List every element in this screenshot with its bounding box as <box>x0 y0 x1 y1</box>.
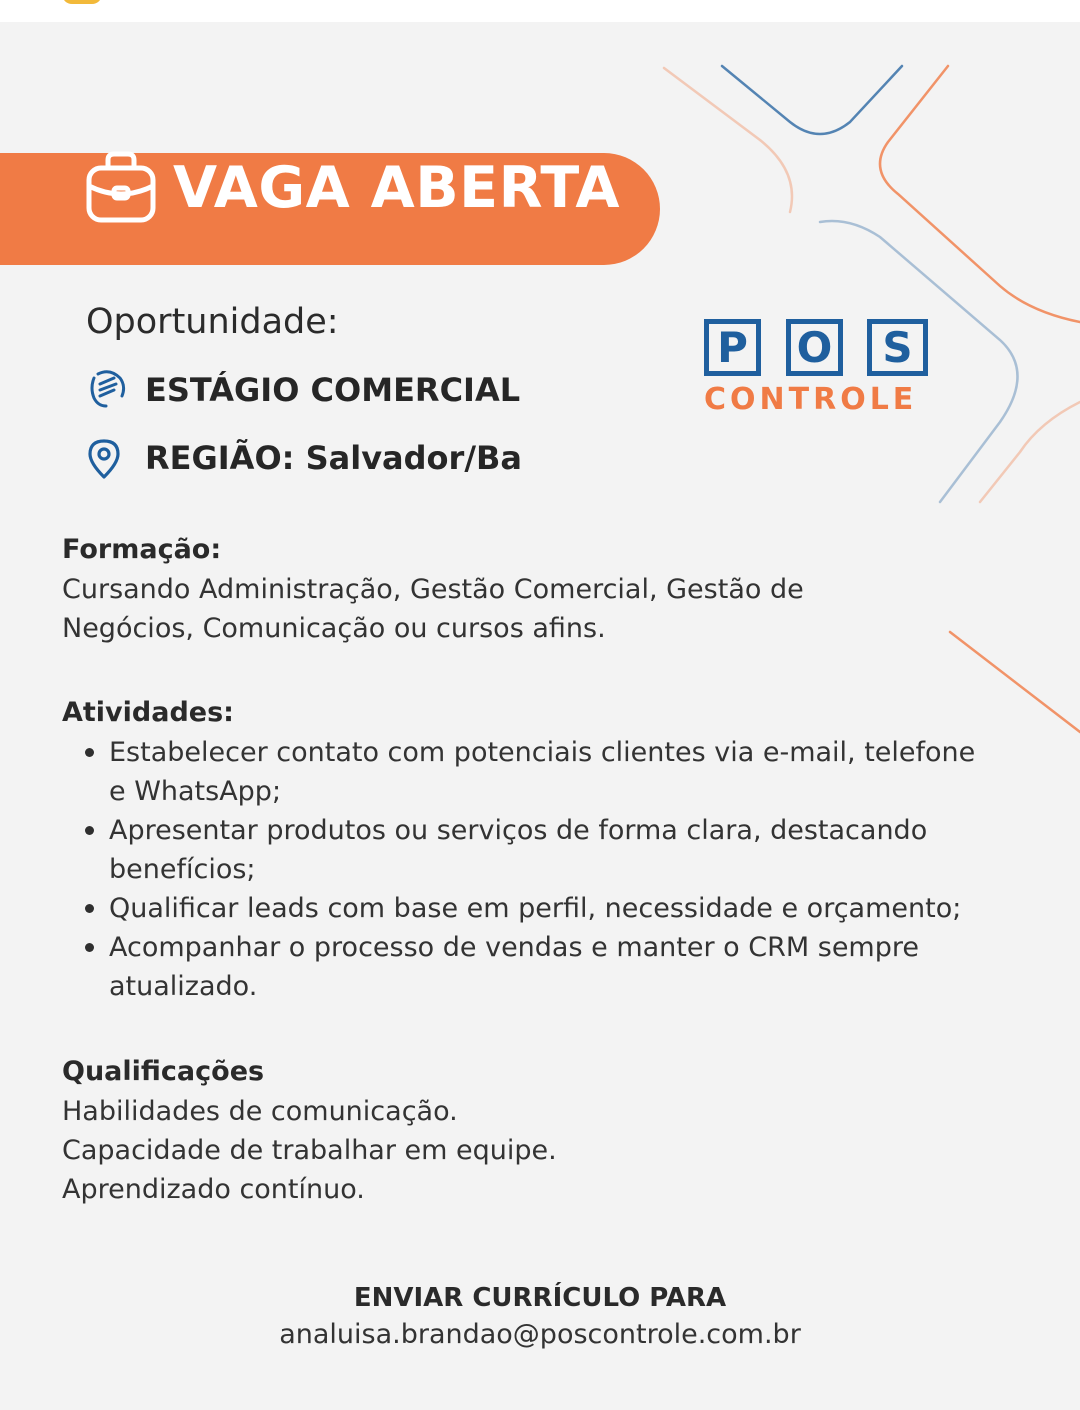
bullet-dot <box>85 943 94 952</box>
briefcase-icon <box>82 146 160 228</box>
job-post-card <box>0 22 1080 1410</box>
opportunity-label: Oportunidade: <box>86 302 339 342</box>
qualificacao-line: Capacidade de trabalhar em equipe. <box>62 1135 557 1166</box>
qualificacao-line: Aprendizado contínuo. <box>62 1174 365 1205</box>
application-email-link[interactable]: analuisa.brandao@poscontrole.com.br <box>279 1319 801 1350</box>
formacao-line: Negócios, Comunicação ou cursos afins. <box>62 613 606 644</box>
formacao-line: Cursando Administração, Gestão Comercial, Gestão de <box>62 574 804 605</box>
position-title: ESTÁGIO COMERCIAL <box>145 371 521 409</box>
activity-item-line: e WhatsApp; <box>109 776 282 807</box>
logo-letter-o: O <box>786 319 843 376</box>
bullet-dot <box>85 904 94 913</box>
activity-item-line: Acompanhar o processo de vendas e manter o CRM sempre <box>109 932 919 963</box>
handshake-icon <box>84 366 128 410</box>
banner-title: VAGA ABERTA <box>173 155 620 221</box>
top-decoration <box>62 0 102 4</box>
logo-subtitle: CONTROLE <box>704 382 918 417</box>
activity-item-line: atualizado. <box>109 971 258 1002</box>
logo-letter-s: S <box>867 319 928 376</box>
formacao-title: Formação: <box>62 534 222 565</box>
bullet-dot <box>85 748 94 757</box>
atividades-title: Atividades: <box>62 697 234 728</box>
top-strip <box>0 0 1080 22</box>
qualificacoes-title: Qualificações <box>62 1056 265 1087</box>
pos-controle-logo <box>704 319 928 423</box>
activity-item-line: Estabelecer contato com potenciais clientes via e-mail, telefone <box>109 737 976 768</box>
activity-item-line: Apresentar produtos ou serviços de forma clara, destacando <box>109 815 928 846</box>
bullet-dot <box>85 826 94 835</box>
activity-item-line: benefícios; <box>109 854 256 885</box>
cta-title: ENVIAR CURRÍCULO PARA <box>353 1283 727 1313</box>
qualificacao-line: Habilidades de comunicação. <box>62 1096 458 1127</box>
activity-item-line: Qualificar leads com base em perfil, necessidade e orçamento; <box>109 893 962 924</box>
region-text: REGIÃO: Salvador/Ba <box>145 439 522 477</box>
map-pin-icon <box>82 436 126 480</box>
logo-letter-p: P <box>704 319 761 376</box>
